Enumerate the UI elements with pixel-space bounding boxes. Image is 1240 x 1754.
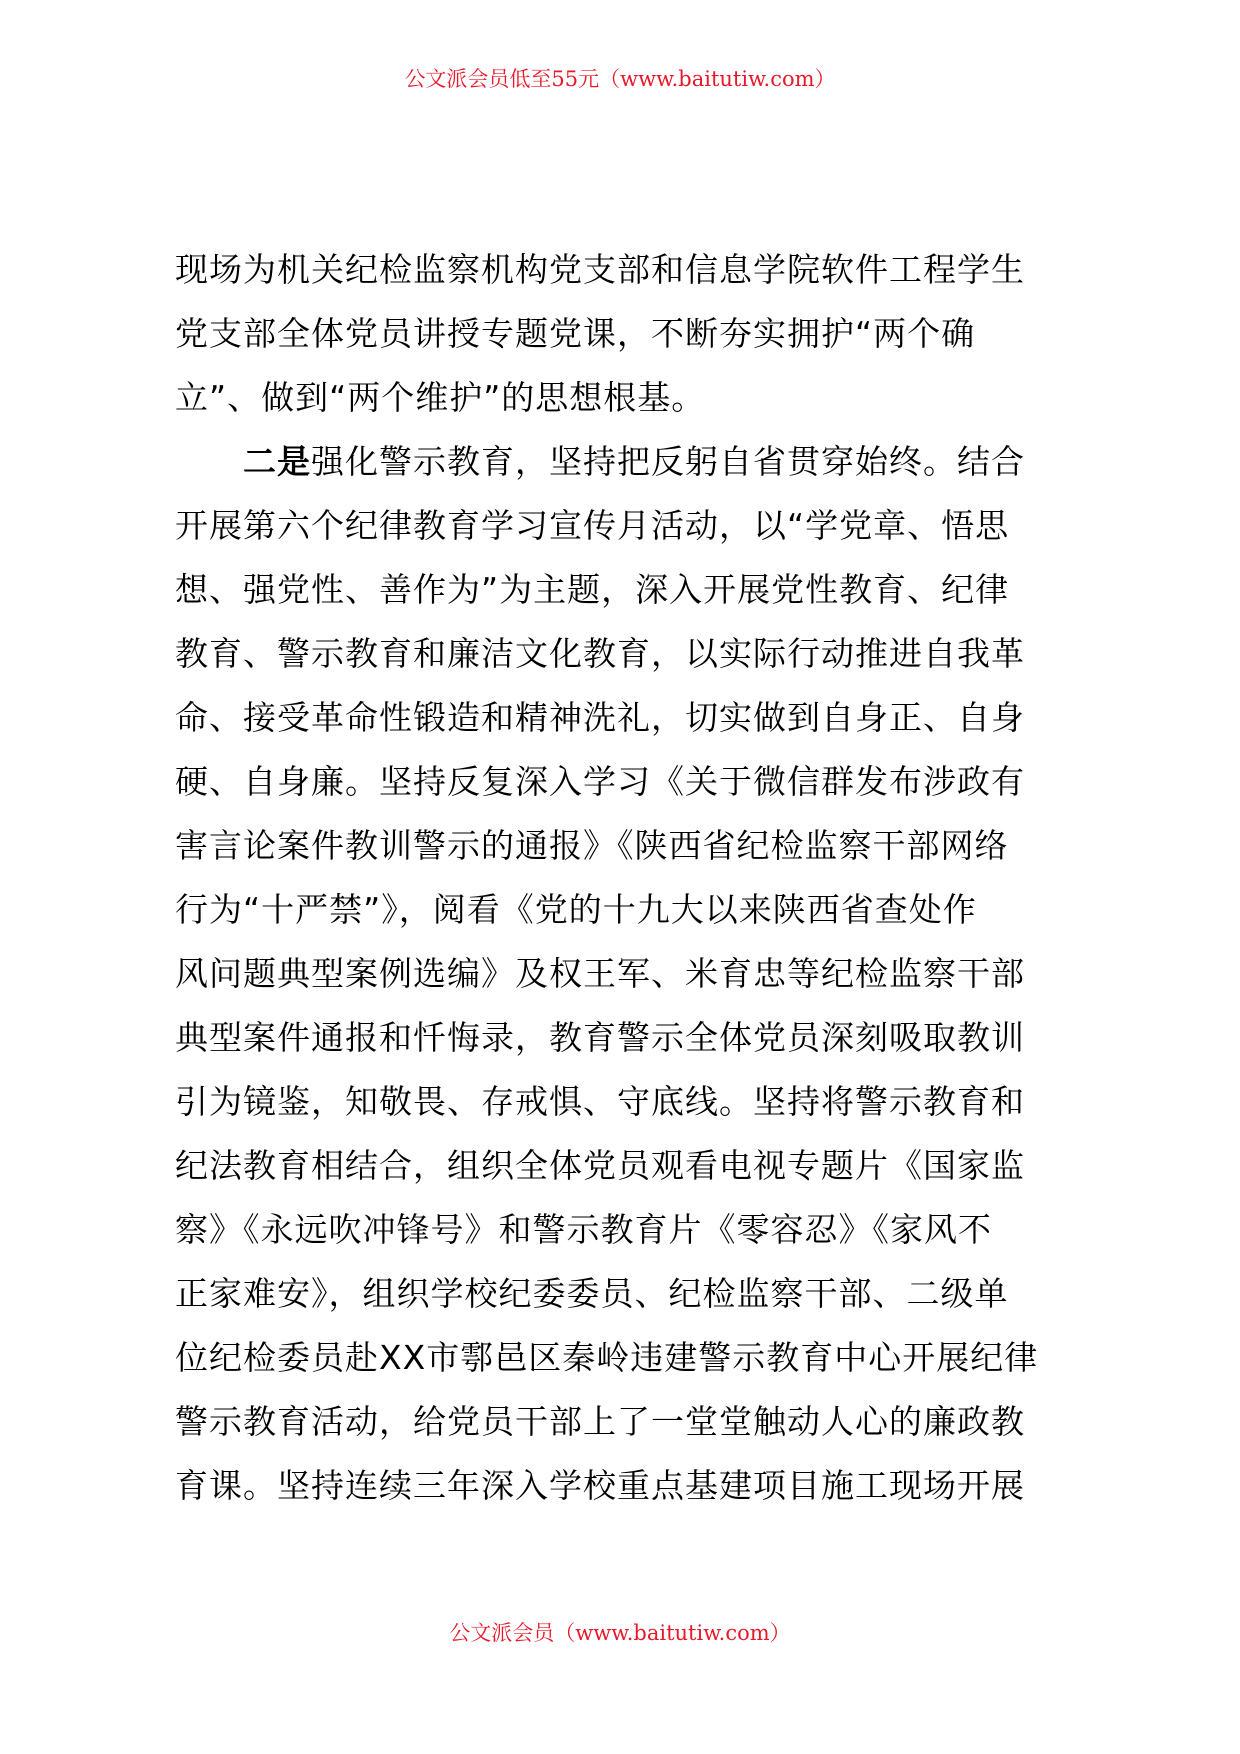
body-line: 现场为机关纪检监察机构党支部和信息学院软件工程学生 <box>175 250 1025 289</box>
paragraph-first-line <box>175 430 1095 494</box>
body-line: 党支部全体党员讲授专题党课，不断夯实拥护“两个确 <box>175 314 976 353</box>
document-body <box>175 238 1095 1518</box>
body-line: 命、接受革命性锻造和精神洗礼，切实做到自身正、自身 <box>175 698 1025 737</box>
body-line: 纪法教育相结合，组织全体党员观看电视专题片《国家监 <box>175 1146 1025 1185</box>
header-banner: 公文派会员低至55元（www.baitutiw.com） <box>404 67 836 91</box>
body-line: 开展第六个纪律教育学习宣传月活动，以“学党章、悟思 <box>175 506 1010 545</box>
body-line: 警示教育活动，给党员干部上了一堂堂触动人心的廉政教 <box>175 1402 1025 1441</box>
body-line: 引为镜鉴，知敬畏、存戒惧、守底线。坚持将警示教育和 <box>175 1082 1025 1121</box>
body-line: 风问题典型案例选编》及权王军、米育忠等纪检监察干部 <box>175 954 1025 993</box>
footer-banner: 公文派会员（www.baitutiw.com） <box>449 1621 791 1645</box>
body-line: 行为“十严禁”》，阅看《党的十九大以来陕西省查处作 <box>175 890 977 929</box>
body-line: 教育、警示教育和廉洁文化教育，以实际行动推进自我革 <box>175 634 1025 673</box>
paragraph-lead-text: 强化警示教育，坚持把反躬自省贯穿始终。结合 <box>311 442 1025 481</box>
body-line: 立”、做到“两个维护”的思想根基。 <box>175 378 706 417</box>
body-line: 育课。坚持连续三年深入学校重点基建项目施工现场开展 <box>175 1466 1025 1505</box>
body-line: 位纪检委员赴XX市鄠邑区秦岭违建警示教育中心开展纪律 <box>175 1338 1039 1377</box>
body-line: 想、强党性、善作为”为主题，深入开展党性教育、纪律 <box>175 570 1010 609</box>
body-line: 硬、自身廉。坚持反复深入学习《关于微信群发布涉政有 <box>175 762 1025 801</box>
body-line: 察》《永远吹冲锋号》和警示教育片《零容忍》《家风不 <box>175 1210 992 1249</box>
paragraph-lead-bold: 二是 <box>243 442 311 481</box>
body-line: 害言论案件教训警示的通报》《陕西省纪检监察干部网络 <box>175 826 1009 865</box>
body-line: 正家难安》，组织学校纪委委员、纪检监察干部、二级单 <box>175 1274 1009 1313</box>
body-line: 典型案件通报和忏悔录，教育警示全体党员深刻吸取教训 <box>175 1018 1025 1057</box>
